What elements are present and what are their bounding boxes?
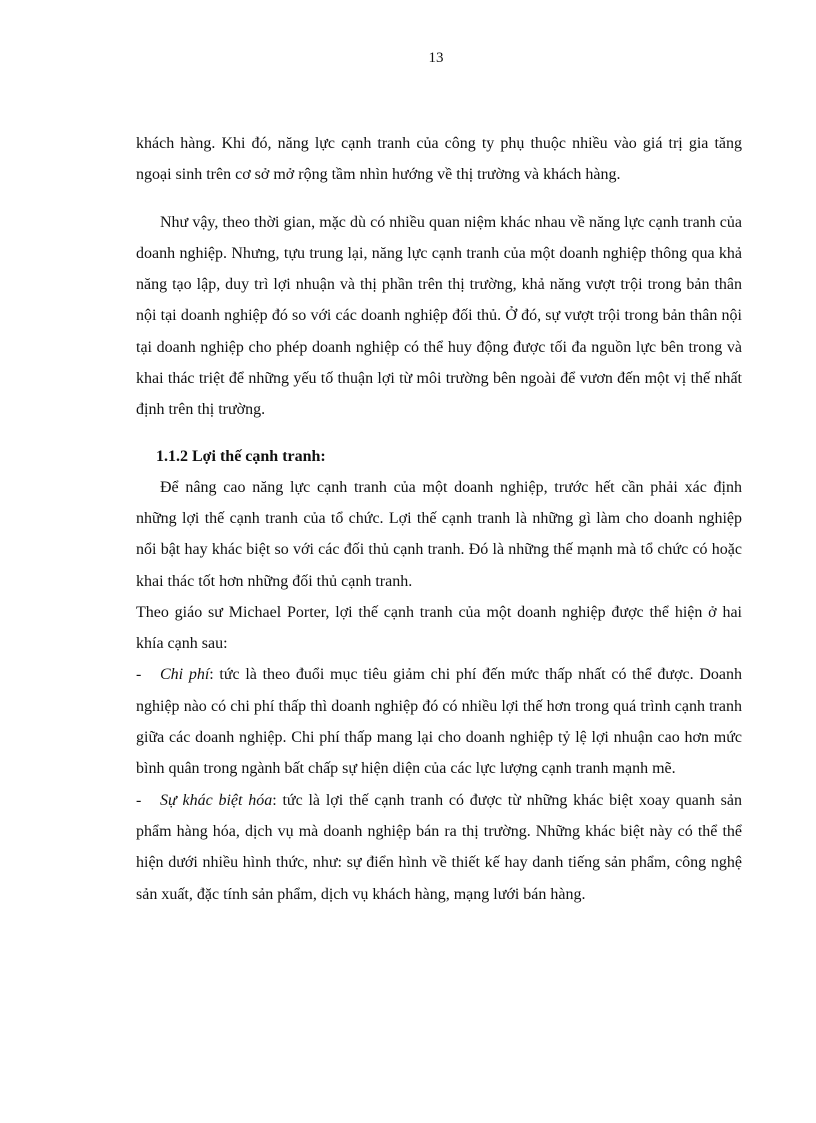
page-number: 13 xyxy=(428,50,444,66)
paragraph-intro: Để nâng cao năng lực cạnh tranh của một doanh nghiệp, trước hết cần phải xác định những lợi thế cạnh tranh của tổ chức. Lợi thế cạnh tranh là những gì làm cho doanh nghiệp nổi bật hay khác biệt so với các đối thủ cạnh tranh. Đó là những thế mạnh mà tổ chức có hoặc khai thác tốt hơn những đối thủ cạnh tranh. xyxy=(136,478,742,590)
paragraph-summary: Như vậy, theo thời gian, mặc dù có nhiều quan niệm khác nhau về năng lực cạnh tranh của doanh nghiệp. Nhưng, tựu trung lại, năng lực cạnh tranh của một doanh nghiệp thông qua khả năng tạo lập, duy trì lợi nhuận và thị phần trên thị trường, khả năng vượt trội trong bản thân nội tại doanh nghiệp đó so với các doanh nghiệp đối thủ. Ở đó, sự vượt trội trong bản thân nội tại doanh nghiệp cho phép doanh nghiệp có thể huy động được tối đa nguồn lực bên trong và khai thác triệt để những yếu tố thuận lợi từ môi trường bên ngoài để vươn đến một vị thế nhất định trên thị trường. xyxy=(136,213,742,419)
bullet-differentiation xyxy=(136,785,742,910)
bullet-dash: - xyxy=(136,791,142,809)
document-body xyxy=(136,128,742,910)
bullet-dash: - xyxy=(136,666,142,684)
bullet-term: Chi phí xyxy=(160,666,210,684)
paragraph-continuation: khách hàng. Khi đó, năng lực cạnh tranh của công ty phụ thuộc nhiều vào giá trị gia tăng ngoại sinh trên cơ sở mở rộng tầm nhìn hướng về thị trường và khách hàng. xyxy=(136,135,742,184)
bullet-text: : tức là theo đuổi mục tiêu giảm chi phí đến mức thấp nhất có thể được. Doanh nghiệp nào có chi phí thấp thì doanh nghiệp đó có nhiều lợi thế hơn trong quá trình cạnh tranh giữa các doanh nghiệp. Chi phí thấp mang lại cho doanh nghiệp tỷ lệ lợi nhuận cao hơn mức bình quân trong ngành bất chấp sự hiện diện của các lực lượng cạnh tranh mạnh mẽ. xyxy=(136,666,743,778)
bullet-cost xyxy=(136,659,742,784)
bullet-term: Sự khác biệt hóa xyxy=(160,791,273,809)
section-heading: 1.1.2 Lợi thế cạnh tranh: xyxy=(156,447,326,465)
paragraph-porter: Theo giáo sư Michael Porter, lợi thế cạnh tranh của một doanh nghiệp được thể hiện ở hai khía cạnh sau: xyxy=(136,603,742,653)
bullet-text: : tức là lợi thế cạnh tranh có được từ những khác biệt xoay quanh sản phẩm hàng hóa, dịch vụ mà doanh nghiệp bán ra thị trường. Những khác biệt này có thể thể hiện dưới nhiều hình thức, như: sự điển hình về thiết kế hay danh tiếng sản phẩm, công nghệ sản xuất, đặc tính sản phẩm, dịch vụ khách hàng, mạng lưới bán hàng. xyxy=(136,791,742,903)
